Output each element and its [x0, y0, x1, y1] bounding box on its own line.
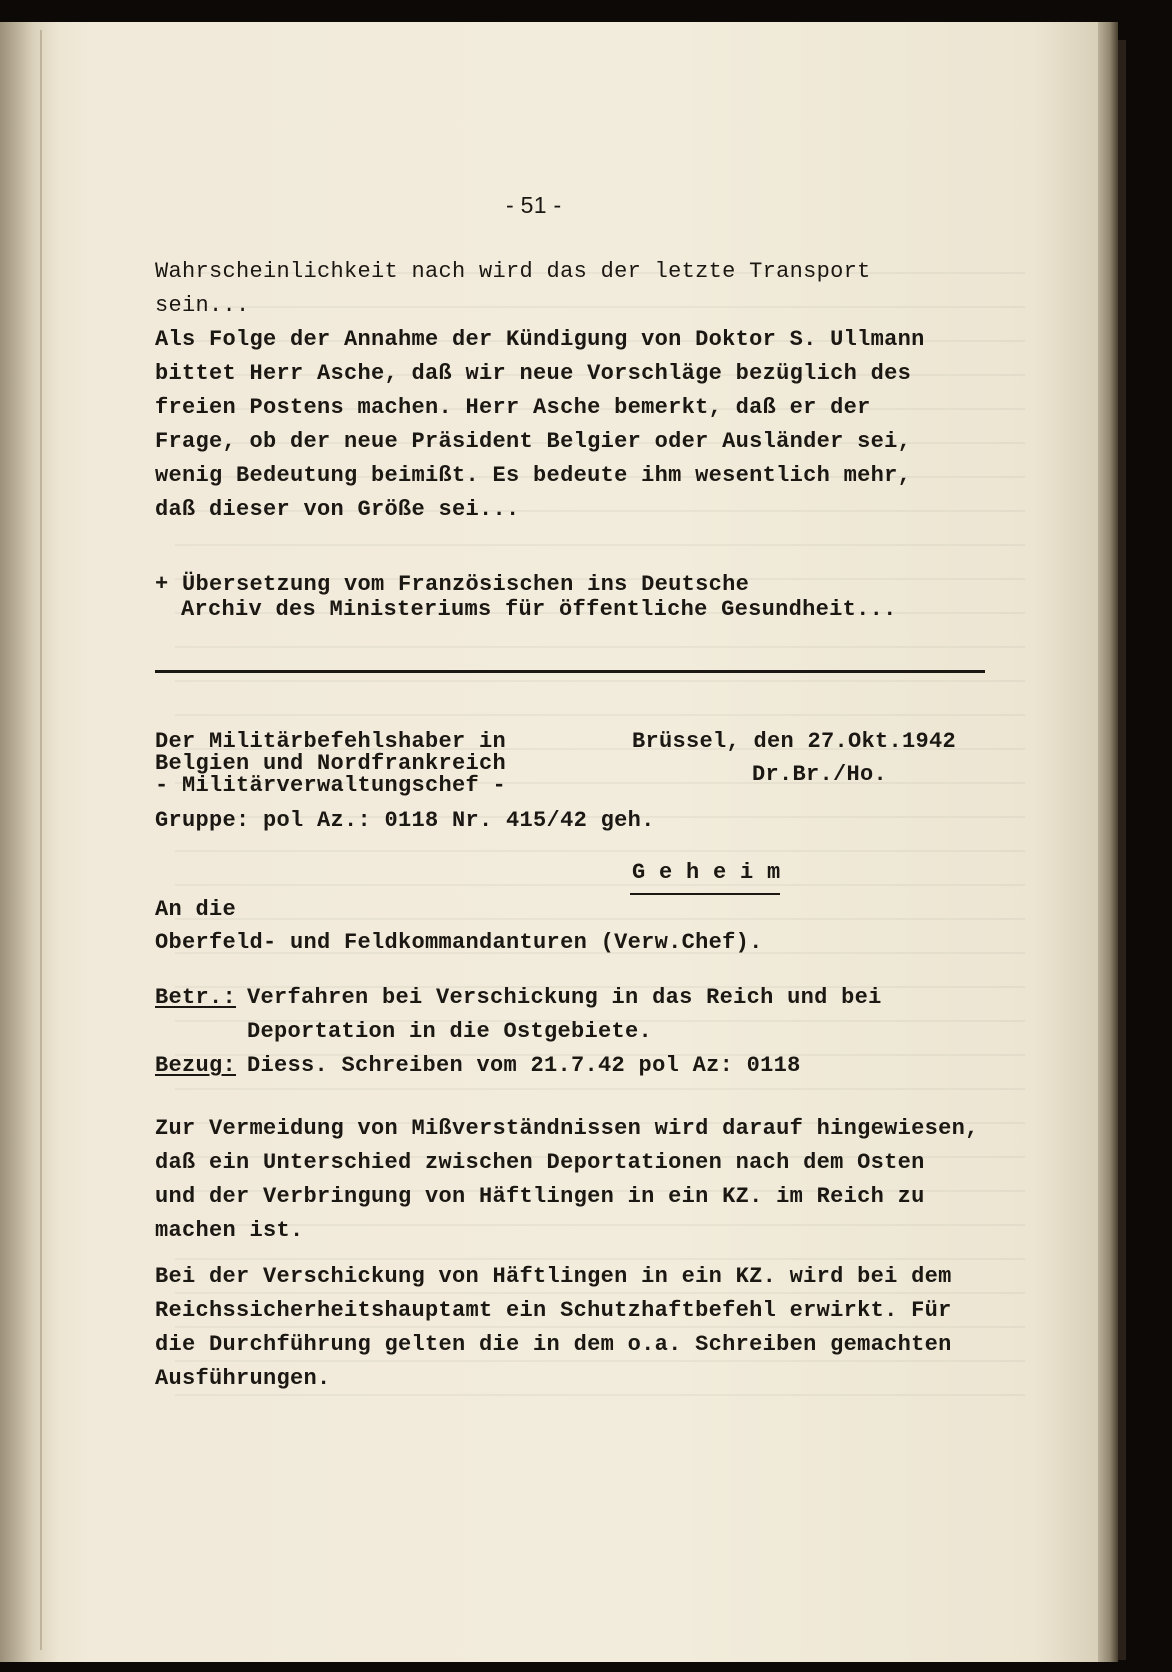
text-line: Wahrscheinlichkeit nach wird das der letzte Transport: [155, 259, 871, 284]
text-line: Bei der Verschickung von Häftlingen in ein KZ. wird bei dem: [155, 1264, 952, 1289]
text-line: Zur Vermeidung von Mißverständnissen wird darauf hingewiesen,: [155, 1116, 979, 1141]
reference-line: Diess. Schreiben vom 21.7.42 pol Az: 0118: [247, 1053, 801, 1078]
footnote-line: Archiv des Ministeriums für öffentliche Gesundheit...: [181, 597, 897, 622]
subject-label: Betr.:: [155, 985, 237, 1010]
place-date: Brüssel, den 27.Okt.1942: [632, 729, 957, 754]
sender-line: - Militärverwaltungschef -: [155, 773, 507, 798]
sender-line: Belgien und Nordfrankreich: [155, 751, 507, 776]
text-line: daß dieser von Größe sei...: [155, 497, 520, 522]
text-line: Als Folge der Annahme der Kündigung von Doktor S. Ullmann: [155, 327, 925, 352]
page-number: - 51 -: [506, 192, 562, 218]
text-line: Frage, ob der neue Präsident Belgier oder Ausländer sei,: [155, 429, 912, 454]
sender-line: Der Militärbefehlshaber in: [155, 729, 507, 754]
text-line: daß ein Unterschied zwischen Deportationen nach dem Osten: [155, 1150, 925, 1175]
classification-underline: [630, 893, 780, 895]
text-line: bittet Herr Asche, daß wir neue Vorschläge bezüglich des: [155, 361, 912, 386]
text-line: Ausführungen.: [155, 1366, 331, 1391]
subject-line: Verfahren bei Verschickung in das Reich und bei: [247, 985, 882, 1010]
section-divider: [155, 670, 985, 673]
text-line: freien Postens machen. Herr Asche bemerkt, daß er der: [155, 395, 871, 420]
reference-code: Dr.Br./Ho.: [752, 762, 888, 787]
text-line: sein...: [155, 293, 250, 318]
page-edge: [1098, 22, 1118, 1662]
classification: G e h e i m: [632, 860, 781, 885]
reference-label: Bezug:: [155, 1053, 237, 1078]
spine-shadow: [0, 22, 58, 1662]
text-line: die Durchführung gelten die in dem o.a. Schreiben gemachten: [155, 1332, 952, 1357]
page-edge-shadow: [1118, 40, 1126, 1660]
gutter-line: [40, 30, 42, 1650]
text-line: Reichssicherheitshauptamt ein Schutzhaftbefehl erwirkt. Für: [155, 1298, 952, 1323]
footnote-line: + Übersetzung vom Französischen ins Deutsche: [155, 572, 750, 597]
recipient-line: Oberfeld- und Feldkommandanturen (Verw.Chef).: [155, 930, 763, 955]
text-line: wenig Bedeutung beimißt. Es bedeute ihm wesentlich mehr,: [155, 463, 912, 488]
text-line: machen ist.: [155, 1218, 304, 1243]
text-line: und der Verbringung von Häftlingen in ein KZ. im Reich zu: [155, 1184, 925, 1209]
recipient-line: An die: [155, 897, 237, 922]
subject-line: Deportation in die Ostgebiete.: [247, 1019, 653, 1044]
group-line: Gruppe: pol Az.: 0118 Nr. 415/42 geh.: [155, 808, 655, 833]
